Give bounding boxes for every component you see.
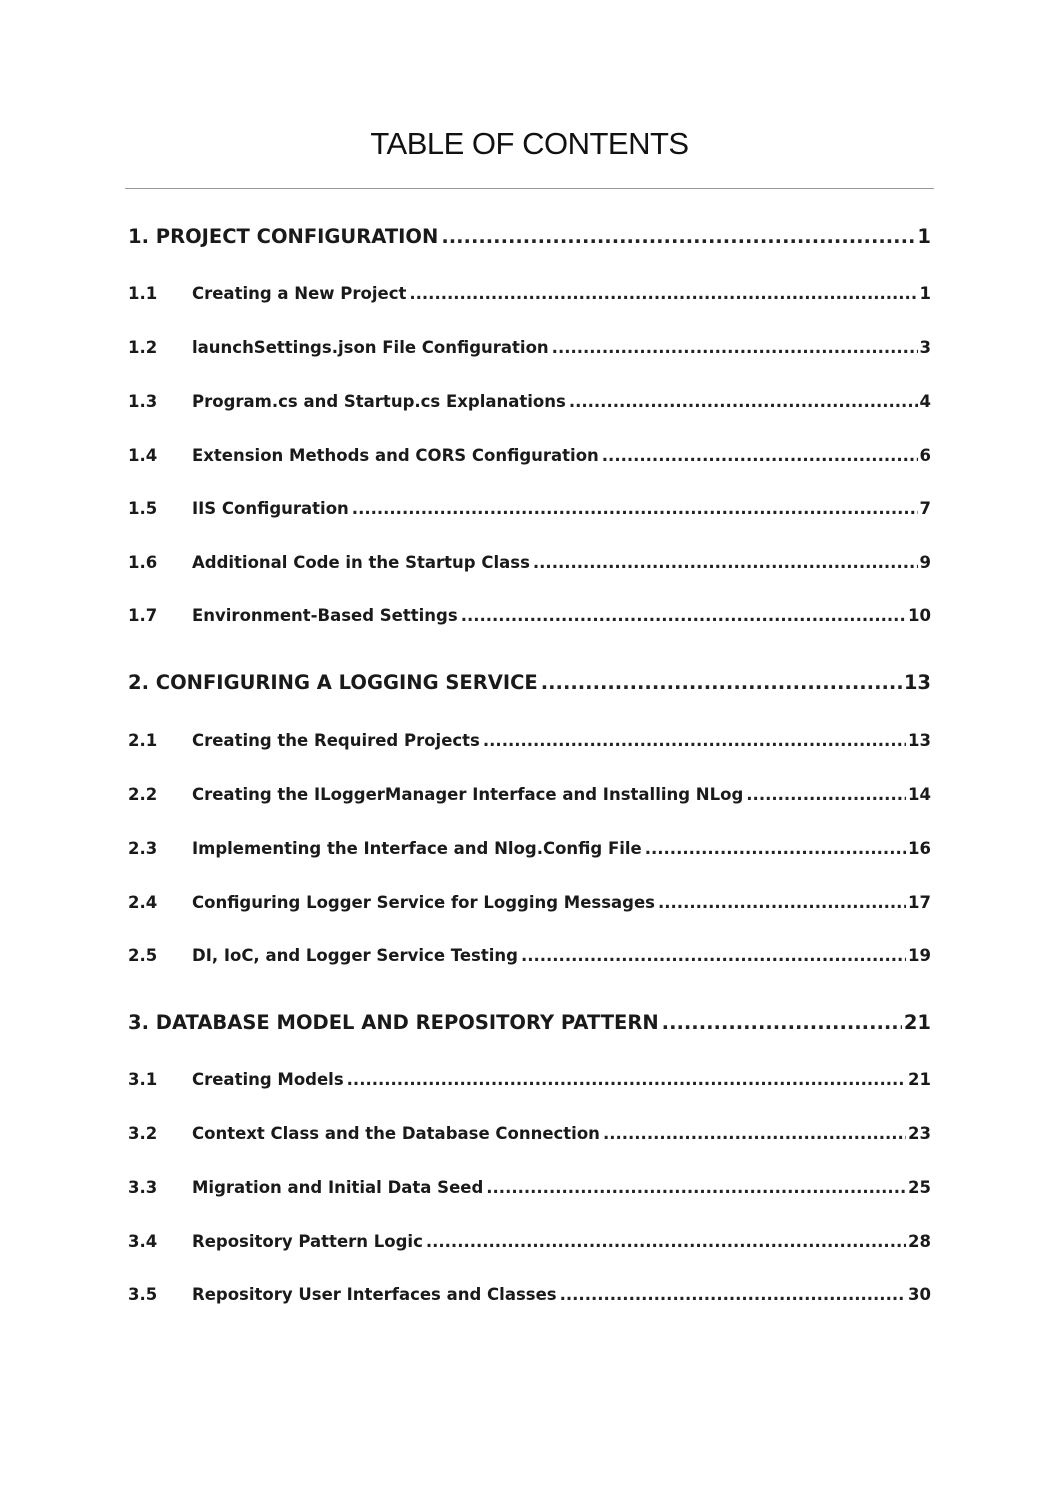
dot-leader (521, 943, 906, 969)
section-number: 3.3 (128, 1178, 158, 1197)
dot-leader (658, 890, 906, 916)
section-title: Context Class and the Database Connection (192, 1124, 600, 1143)
chapter-title: PROJECT CONFIGURATION (155, 225, 439, 248)
section-number: 2.5 (128, 946, 158, 965)
dot-leader (352, 496, 918, 522)
toc-chapter-2[interactable] (128, 668, 931, 698)
section-number: 1.4 (128, 446, 158, 465)
page-number: 1 (919, 284, 931, 303)
page-number: 13 (903, 671, 931, 694)
toc-section-1-7[interactable] (128, 603, 931, 629)
dot-leader (441, 222, 915, 252)
chapter-number: 3. (128, 1011, 149, 1034)
section-number: 2.2 (128, 785, 158, 804)
section-title: Repository User Interfaces and Classes (192, 1285, 557, 1304)
section-title: Configuring Logger Service for Logging Messages (192, 893, 655, 912)
section-number: 1.6 (128, 553, 158, 572)
section-title: Extension Methods and CORS Configuration (192, 446, 599, 465)
section-title: launchSettings.json File Configuration (192, 338, 549, 357)
section-number: 3.1 (128, 1070, 158, 1089)
dot-leader (426, 1229, 906, 1255)
toc-chapter-3[interactable] (128, 1008, 931, 1038)
dot-leader (461, 603, 906, 629)
toc-section-3-1[interactable] (128, 1067, 931, 1093)
section-number: 2.4 (128, 893, 158, 912)
chapter-title: DATABASE MODEL AND REPOSITORY PATTERN (155, 1011, 659, 1034)
page-title: TABLE OF CONTENTS (370, 126, 689, 161)
dot-leader (409, 281, 917, 307)
toc-section-1-5[interactable] (128, 496, 931, 522)
page-number: 30 (908, 1285, 931, 1304)
page-number: 16 (908, 839, 931, 858)
section-title: Migration and Initial Data Seed (192, 1178, 484, 1197)
page-number: 19 (908, 946, 931, 965)
section-title: Program.cs and Startup.cs Explanations (192, 392, 566, 411)
chapter-number: 2. (128, 671, 149, 694)
toc-section-1-3[interactable] (128, 389, 931, 415)
dot-leader (645, 836, 906, 862)
section-number: 1.3 (128, 392, 158, 411)
section-number: 1.2 (128, 338, 158, 357)
page-number: 6 (919, 446, 931, 465)
chapter-number: 1. (128, 225, 149, 248)
dot-leader (533, 550, 918, 576)
section-title: Additional Code in the Startup Class (192, 553, 530, 572)
dot-leader (486, 1175, 906, 1201)
section-title: DI, IoC, and Logger Service Testing (192, 946, 518, 965)
toc-section-3-3[interactable] (128, 1175, 931, 1201)
page-number: 10 (908, 606, 931, 625)
page-number: 13 (908, 731, 931, 750)
page-number: 9 (919, 553, 931, 572)
section-number: 3.5 (128, 1285, 158, 1304)
dot-leader (560, 1282, 906, 1308)
page-number: 7 (919, 499, 931, 518)
dot-leader (603, 1121, 906, 1147)
section-title: Creating the Required Projects (192, 731, 480, 750)
dot-leader (662, 1008, 902, 1038)
toc-section-2-5[interactable] (128, 943, 931, 969)
section-number: 3.2 (128, 1124, 158, 1143)
section-title: Creating a New Project (192, 284, 407, 303)
chapter-title: CONFIGURING A LOGGING SERVICE (155, 671, 538, 694)
page-number: 28 (908, 1232, 931, 1251)
page-number: 4 (919, 392, 931, 411)
page-number: 3 (919, 338, 931, 357)
dot-leader (541, 668, 902, 698)
section-number: 1.5 (128, 499, 158, 518)
section-number: 2.1 (128, 731, 158, 750)
toc-chapter-1[interactable] (128, 222, 931, 252)
section-number: 3.4 (128, 1232, 158, 1251)
toc-section-2-2[interactable] (128, 782, 931, 808)
section-title: Creating the ILoggerManager Interface and Installing NLog (192, 785, 744, 804)
section-number: 1.1 (128, 284, 158, 303)
section-title: Creating Models (192, 1070, 344, 1089)
section-number: 2.3 (128, 839, 158, 858)
toc-section-1-2[interactable] (128, 335, 931, 361)
toc-section-2-3[interactable] (128, 836, 931, 862)
section-title: IIS Configuration (192, 499, 349, 518)
page-number: 14 (908, 785, 931, 804)
dot-leader (569, 389, 918, 415)
dot-leader (483, 728, 906, 754)
section-title: Environment-Based Settings (192, 606, 458, 625)
toc-section-3-5[interactable] (128, 1282, 931, 1308)
page-number: 25 (908, 1178, 931, 1197)
toc-section-1-1[interactable] (128, 281, 931, 307)
page-number: 17 (908, 893, 931, 912)
toc-section-3-4[interactable] (128, 1229, 931, 1255)
page-number: 21 (908, 1070, 931, 1089)
dot-leader (602, 443, 918, 469)
section-title: Repository Pattern Logic (192, 1232, 423, 1251)
dot-leader (552, 335, 918, 361)
page-number: 1 (917, 225, 931, 248)
page-number: 23 (908, 1124, 931, 1143)
dot-leader (347, 1067, 906, 1093)
section-title: Implementing the Interface and Nlog.Config File (192, 839, 642, 858)
toc-section-1-4[interactable] (128, 443, 931, 469)
toc-section-2-4[interactable] (128, 890, 931, 916)
page-number: 21 (903, 1011, 931, 1034)
toc-section-2-1[interactable] (128, 728, 931, 754)
section-number: 1.7 (128, 606, 158, 625)
toc-section-3-2[interactable] (128, 1121, 931, 1147)
dot-leader (746, 782, 906, 808)
toc-section-1-6[interactable] (128, 550, 931, 576)
